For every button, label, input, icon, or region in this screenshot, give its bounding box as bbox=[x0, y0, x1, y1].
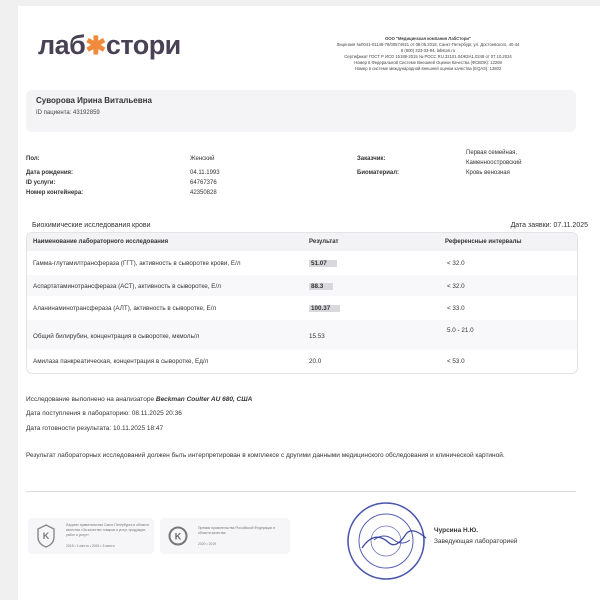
service-id-label: ID услуги: bbox=[26, 180, 56, 186]
patient-name: Суворова Ирина Витальевна bbox=[36, 96, 152, 105]
sex-value: Женский bbox=[190, 156, 215, 162]
customer-value-1: Первая семейная, bbox=[466, 150, 518, 156]
signatory-title: Заведующая лабораторией bbox=[434, 538, 518, 545]
svg-text:K: K bbox=[42, 531, 50, 541]
result-value: 15.53 bbox=[309, 333, 325, 340]
reference-range: < 32.0 bbox=[447, 283, 465, 290]
results-table bbox=[26, 232, 578, 374]
result-value-flagged: 51.07 bbox=[309, 260, 337, 267]
test-name: Общий билирубин, концентрация в сыворотке, мкмоль/л bbox=[33, 333, 200, 340]
quality-emblem-icon bbox=[168, 524, 188, 548]
company-info bbox=[278, 36, 578, 72]
divider bbox=[26, 491, 576, 492]
result-value: 20.0 bbox=[309, 358, 322, 365]
svg-text:K: K bbox=[174, 531, 182, 542]
table-row bbox=[27, 320, 577, 350]
test-name: Аспартатаминотрансфераза (АСТ), активность в сыворотке, Е/л bbox=[33, 283, 221, 290]
result-value-flagged: 88.3 bbox=[309, 283, 333, 290]
dob-value: 04.11.1993 bbox=[190, 170, 220, 176]
received-date: Дата поступления в лабораторию: 08.11.2025 20:36 bbox=[26, 410, 182, 417]
signatory-name: Чурсина Н.Ю. bbox=[434, 527, 479, 534]
labstori-logo: лаб✱стори bbox=[38, 30, 181, 60]
test-name: Амилаза панкреатическая, концентрация в сыворотке, Ед/л bbox=[33, 358, 209, 365]
company-contacts: 8 (800) 333-33-94, labstori.ru bbox=[400, 48, 456, 53]
dob-label: Дата рождения: bbox=[26, 170, 74, 176]
company-stamp bbox=[344, 500, 434, 582]
table-row bbox=[27, 350, 577, 373]
test-name: Гамма-глутамилтрансфераза (ГГТ), активность в сыворотке крови, Е/л bbox=[33, 260, 241, 267]
analyzer-name: Beckman Coulter AU 680, США bbox=[155, 396, 253, 403]
biomaterial-value: Кровь венозная bbox=[466, 170, 510, 176]
reference-range: < 33.0 bbox=[447, 305, 465, 312]
table-row bbox=[27, 275, 577, 296]
table-header bbox=[27, 233, 577, 251]
column-header-result: Результат bbox=[309, 239, 339, 245]
customer-label: Заказчик: bbox=[357, 156, 386, 162]
table-row bbox=[27, 296, 577, 320]
container-label: Номер контейнера: bbox=[26, 190, 84, 196]
badge-rf-text: Премия правительства Российской Федерации в области качества bbox=[198, 526, 275, 535]
biomaterial-label: Биоматериал: bbox=[357, 170, 400, 176]
order-date: Дата заявки: 07.11.2025 bbox=[510, 222, 588, 229]
badge-rf-years: 2020 • 2019 bbox=[198, 542, 217, 546]
company-fsvok: Номер в Федеральной Системе Внешней Оценки Качества (ФСВОК): 12269 bbox=[354, 60, 502, 65]
sex-label: Пол: bbox=[26, 156, 40, 162]
test-name: Аланинаминотрансфераза (АЛТ), активность в сыворотке, Е/л bbox=[33, 305, 217, 312]
table-row bbox=[27, 251, 577, 275]
reference-range: 5.0 - 21.0 bbox=[447, 327, 474, 334]
badge-spb-years: 2018 • 1 место • 2024 • 3 место bbox=[66, 544, 115, 548]
ready-date: Дата готовности результата: 10.11.2025 18:47 bbox=[26, 425, 164, 432]
interpretation-note: Результат лабораторных исследований должен быть интерпретирован в комплексе с другими данными медицинского обследования и клинической картиной. bbox=[26, 452, 505, 459]
reference-range: < 53.0 bbox=[447, 358, 465, 365]
column-header-reference: Референсные интервалы bbox=[445, 239, 522, 245]
customer-value-2: Каменноостровский bbox=[466, 160, 522, 166]
service-id-value: 64767376 bbox=[190, 180, 217, 186]
quality-badge-spb bbox=[28, 518, 154, 554]
patient-id: ID пациента: 43192859 bbox=[36, 110, 100, 116]
reference-range: < 32.0 bbox=[447, 260, 465, 267]
logo-star-icon: ✱ bbox=[85, 32, 106, 60]
column-header-test: Наименование лабораторного исследования bbox=[33, 239, 169, 245]
section-title: Биохимические исследования крови bbox=[32, 222, 151, 229]
quality-emblem-icon bbox=[36, 524, 56, 548]
company-license: Лицензия №Л041-01148-78/00574921 от 08.05.2018, Санкт-Петербург, ул. Достоевского, 40-44 bbox=[336, 42, 520, 47]
company-name: ООО "Медицинская компания ЛабСтори" bbox=[385, 36, 471, 41]
badge-spb-text: Лауреат правительства Санкт-Петербурга в области качества «За качество товаров и услуг, продукции, работ и услуг» bbox=[66, 523, 149, 537]
quality-badge-rf bbox=[160, 518, 290, 554]
result-value-flagged: 100.37 bbox=[309, 305, 340, 312]
analyzer-line: Исследование выполнено на анализаторе Beckman Coulter AU 680, США bbox=[26, 396, 253, 403]
container-value: 42350828 bbox=[190, 190, 217, 196]
company-certificate: Сертификат ГОСТ Р ИСО 15189-2015 № РОСС RU.32101.04ЖЗА1.0248 от 07.10.2024 bbox=[344, 54, 512, 59]
company-eqas: Номер в системе международной внешней оценки качества (EQAS): 12802 bbox=[354, 66, 502, 71]
